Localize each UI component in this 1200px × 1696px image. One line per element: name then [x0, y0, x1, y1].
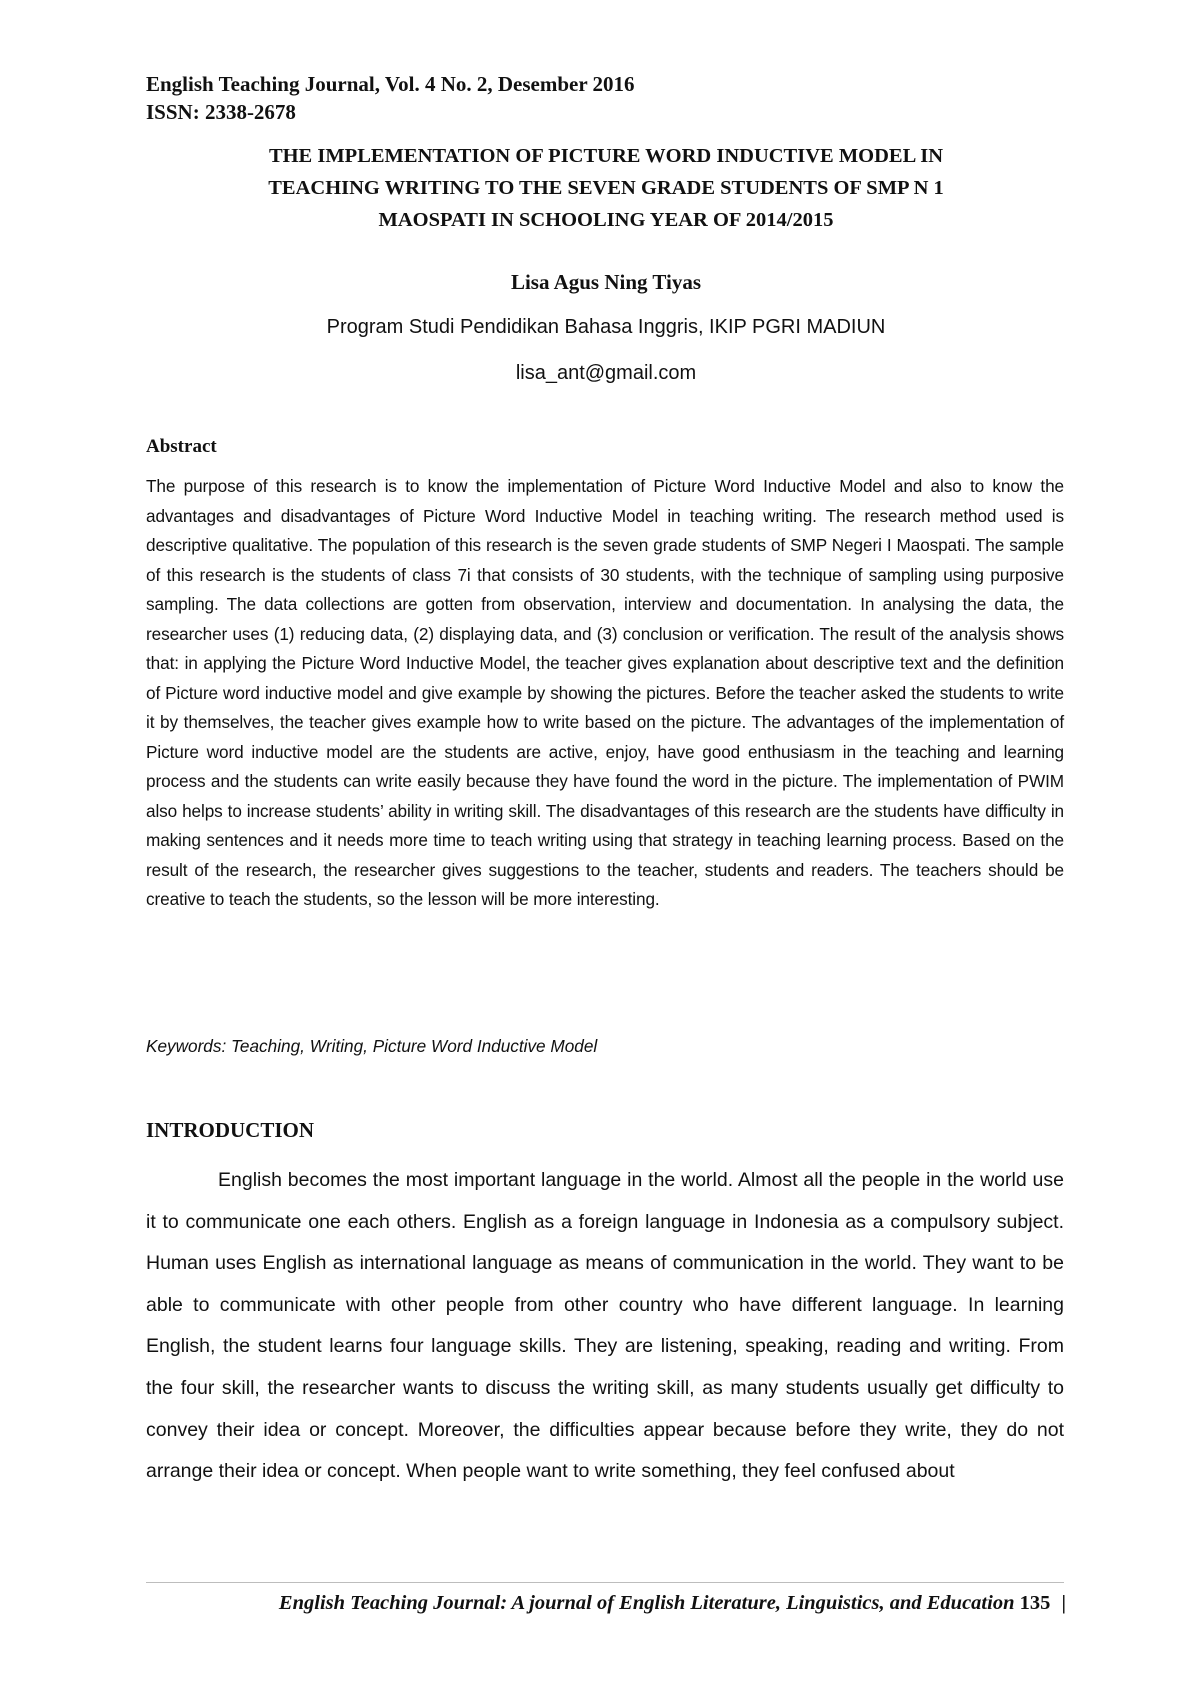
author-affiliation: Program Studi Pendidikan Bahasa Inggris, IKIP PGRI MADIUN — [326, 316, 886, 338]
keywords: Keywords: Teaching, Writing, Picture Word Inductive Model — [146, 1036, 598, 1056]
issn: ISSN: 2338-2678 — [146, 100, 296, 124]
footer-separator: | — [1061, 1592, 1066, 1614]
title-line: MAOSPATI IN SCHOOLING YEAR OF 2014/2015 — [378, 209, 834, 231]
abstract-heading: Abstract — [146, 436, 217, 457]
author-name: Lisa Agus Ning Tiyas — [510, 270, 702, 294]
title-line: THE IMPLEMENTATION OF PICTURE WORD INDUCTIVE MODEL IN — [268, 145, 944, 167]
running-header — [146, 70, 1066, 126]
journal-info: English Teaching Journal, Vol. 4 No. 2, Desember 2016 — [146, 72, 635, 96]
page-footer — [120, 1592, 1066, 1615]
author-email: lisa_ant@gmail.com — [515, 362, 697, 384]
introduction-heading: INTRODUCTION — [146, 1118, 315, 1142]
page-number: 135 — [1019, 1592, 1051, 1614]
footer-divider — [146, 1582, 1064, 1583]
footer-journal-name: English Teaching Journal: A journal of English Literature, Linguistics, and Education — [278, 1592, 1015, 1614]
introduction-body: English becomes the most important language in the world. Almost all the people in the world use it to communicate one each others. English as a foreign language in Indonesia as a compulsory subject. Human uses English as international language as means of communication in the world. They want to be able to communicate with other people from other country who have different language. In learning English, the student learns four language skills. They are listening, speaking, reading and writing. From the four skill, the researcher wants to discuss the writing skill, as many students usually get difficulty to convey their idea or concept. Moreover, the difficulties appear because before they write, they do not arrange their idea or concept. When people want to write something, they feel confused about — [146, 1169, 1064, 1483]
abstract-body: The purpose of this research is to know the implementation of Picture Word Inductive Model and also to know the advantages and disadvantages of Picture Word Inductive Model in teaching writing. The research method used is descriptive qualitative. The population of this research is the seven grade students of SMP Negeri I Maospati. The sample of this research is the students of class 7i that consists of 30 students, with the technique of sampling using purposive sampling. The data collections are gotten from observation, interview and documentation. In analysing the data, the researcher uses (1) reducing data, (2) displaying data, and (3) conclusion or verification. The result of the analysis shows that: in applying the Picture Word Inductive Model, the teacher gives explanation about descriptive text and the definition of Picture word inductive model and give example by showing the pictures. Before the teacher asked the students to write it by themselves, the teacher gives example how to write based on the picture. The advantages of the implementation of Picture word inductive model are the students are active, enjoy, have good enthusiasm in the teaching and learning process and the students can write easily because they have found the word in the picture. The implementation of PWIM also helps to increase students’ ability in writing skill. The disadvantages of this research are the students have difficulty in making sentences and it needs more time to teach writing using that strategy in teaching learning process. Based on the result of the research, the researcher gives suggestions to the teacher, students and readers. The teachers should be creative to teach the students, so the lesson will be more interesting. — [146, 476, 1064, 909]
paper-title — [146, 140, 1066, 236]
title-line: TEACHING WRITING TO THE SEVEN GRADE STUDENTS OF SMP N 1 — [268, 177, 944, 199]
